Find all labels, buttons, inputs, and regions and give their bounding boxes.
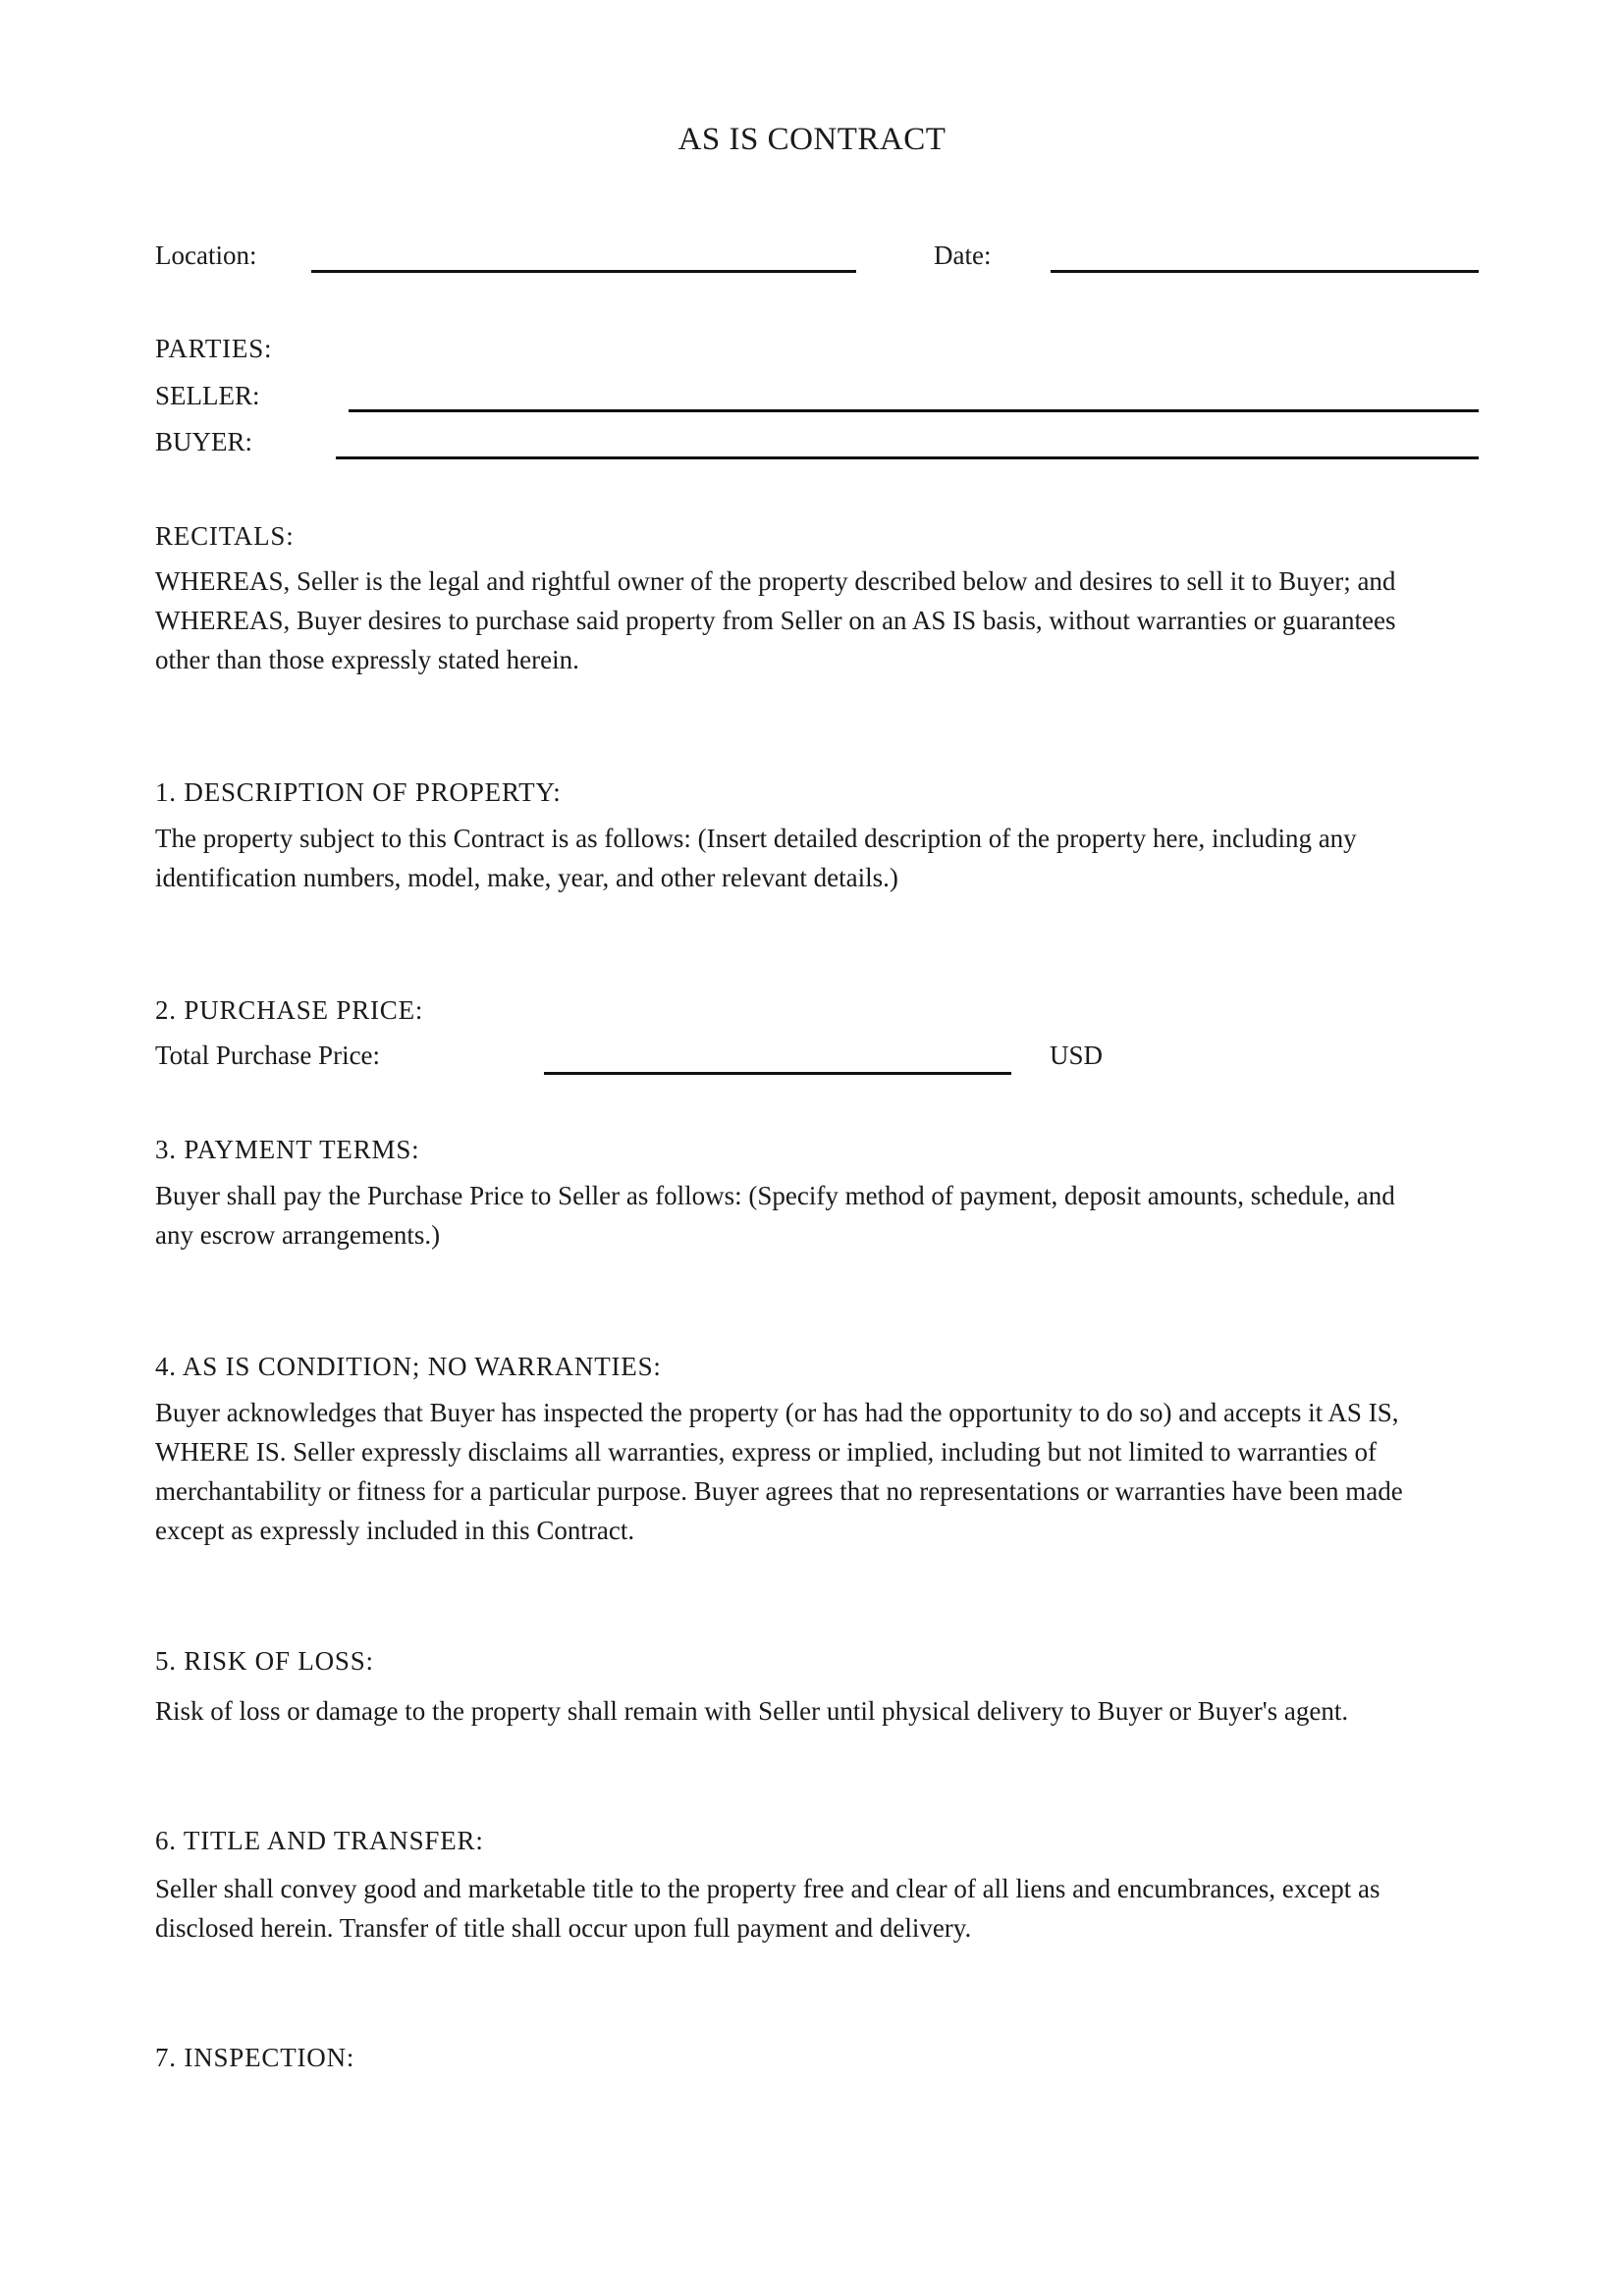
section-7-heading: 7. INSPECTION: (155, 2043, 355, 2072)
section-3-line: Buyer shall pay the Purchase Price to Seller as follows: (Specify method of payment, deposit amounts, schedule, and (155, 1181, 1395, 1210)
total-price-label: Total Purchase Price: (155, 1041, 381, 1070)
price-field-line[interactable] (544, 1072, 1011, 1075)
section-3-line: any escrow arrangements.) (155, 1220, 441, 1250)
seller-label: SELLER: (155, 381, 260, 410)
date-field-line[interactable] (1051, 270, 1479, 273)
section-4-line: merchantability or fitness for a particular purpose. Buyer agrees that no representations or warranties have been made (155, 1476, 1403, 1506)
section-6-heading: 6. TITLE AND TRANSFER: (155, 1826, 484, 1855)
section-1-line: The property subject to this Contract is as follows: (Insert detailed description of the property here, including any (155, 824, 1357, 853)
location-label: Location: (155, 240, 257, 270)
date-label: Date: (934, 240, 992, 270)
recitals-text (155, 561, 1490, 679)
section-5-text (155, 1691, 1490, 1731)
section-6-line: disclosed herein. Transfer of title shall occur upon full payment and delivery. (155, 1913, 972, 1943)
seller-field-line[interactable] (349, 409, 1479, 412)
section-1-heading: 1. DESCRIPTION OF PROPERTY: (155, 777, 562, 807)
section-5-line: Risk of loss or damage to the property shall remain with Seller until physical delivery to Buyer or Buyer's agent. (155, 1696, 1349, 1726)
section-4-line: except as expressly included in this Contract. (155, 1516, 635, 1545)
section-4-line: Buyer acknowledges that Buyer has inspected the property (or has had the opportunity to do so) and accepts it AS IS, (155, 1398, 1399, 1427)
section-4-line: WHERE IS. Seller expressly disclaims all warranties, express or implied, including but not limited to warranties of (155, 1437, 1377, 1467)
recitals-line: WHEREAS, Seller is the legal and rightful owner of the property described below and desires to sell it to Buyer; and (155, 566, 1396, 596)
section-3-text (155, 1176, 1490, 1255)
section-4-text (155, 1393, 1490, 1550)
section-4-heading: 4. AS IS CONDITION; NO WARRANTIES: (155, 1352, 662, 1381)
location-field-line[interactable] (311, 270, 856, 273)
buyer-label: BUYER: (155, 427, 253, 456)
section-5-heading: 5. RISK OF LOSS: (155, 1646, 374, 1676)
buyer-field-line[interactable] (336, 456, 1479, 459)
section-2-heading: 2. PURCHASE PRICE: (155, 995, 424, 1025)
section-3-heading: 3. PAYMENT TERMS: (155, 1135, 420, 1164)
parties-heading: PARTIES: (155, 334, 273, 363)
page-title: AS IS CONTRACT (677, 122, 947, 157)
recitals-line: other than those expressly stated herein. (155, 645, 579, 674)
section-6-line: Seller shall convey good and marketable title to the property free and clear of all liens and encumbrances, except as (155, 1874, 1380, 1903)
section-1-text (155, 819, 1490, 897)
currency-label: USD (1050, 1041, 1104, 1070)
recitals-heading: RECITALS: (155, 521, 295, 551)
recitals-line: WHEREAS, Buyer desires to purchase said property from Seller on an AS IS basis, without warranties or guarantees (155, 606, 1396, 635)
section-1-line: identification numbers, model, make, year, and other relevant details.) (155, 863, 898, 892)
section-6-text (155, 1869, 1490, 1948)
